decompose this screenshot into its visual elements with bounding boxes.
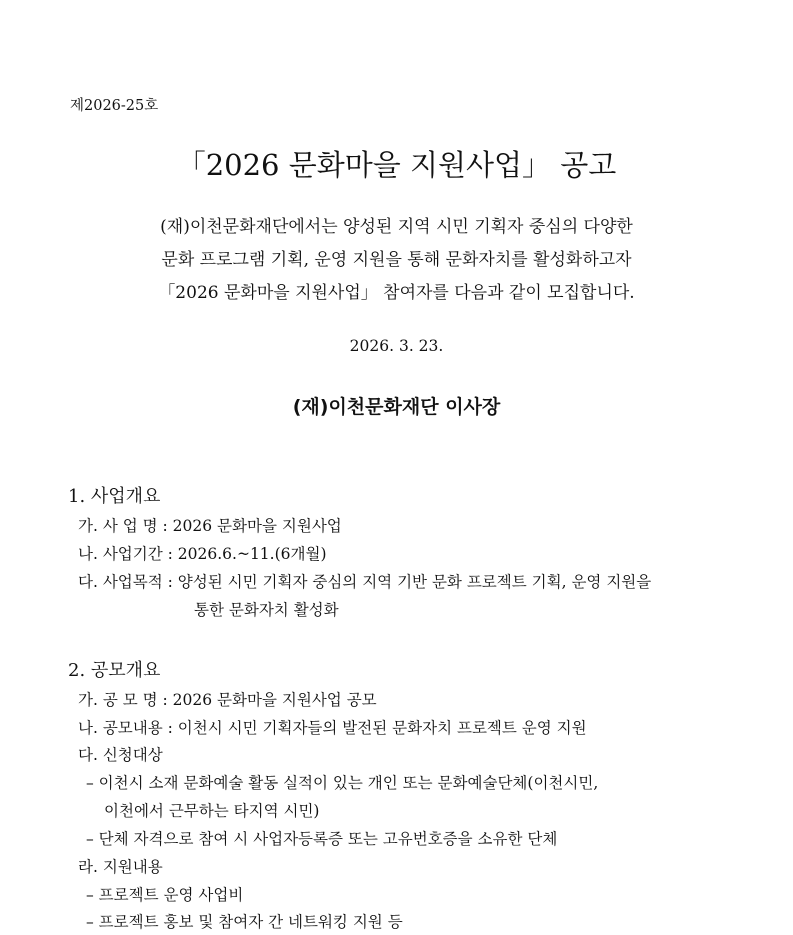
section-2-item: 나. 공모내용 : 이천시 시민 기획자들의 발전된 문화자치 프로젝트 운영 지원 — [78, 719, 587, 737]
eligibility-bullet: – 이천시 소재 문화예술 활동 실적이 있는 개인 또는 문화예술단체(이천시민, — [86, 774, 599, 792]
eligibility-bullet-continuation: 이천에서 근무하는 타지역 시민) — [104, 802, 320, 820]
intro-line: 문화 프로그램 기획, 운영 지원을 통해 문화자치를 활성화하고자 — [161, 250, 632, 270]
section-2-item: 가. 공 모 명 : 2026 문화마을 지원사업 공모 — [78, 691, 377, 709]
intro-paragraph — [0, 211, 793, 310]
doc-number: 제2026-25호 — [70, 98, 159, 114]
intro-line: 「2026 문화마을 지원사업」 참여자를 다음과 같이 모집합니다. — [158, 283, 635, 303]
section-1-item-continuation: 통한 문화자치 활성화 — [194, 601, 339, 619]
announcement-date: 2026. 3. 23. — [349, 337, 444, 355]
section-1-item: 나. 사업기간 : 2026.6.~11.(6개월) — [78, 545, 327, 563]
section-2-title: 2. 공모개요 — [68, 660, 161, 681]
eligibility-bullet: – 단체 자격으로 참여 시 사업자등록증 또는 고유번호증을 소유한 단체 — [86, 830, 558, 848]
section-2-item: 라. 지원내용 — [78, 858, 163, 876]
issuer-name: (재)이천문화재단 이사장 — [292, 396, 501, 418]
section-1-item: 가. 사 업 명 : 2026 문화마을 지원사업 — [78, 517, 342, 535]
support-bullet: – 프로젝트 홍보 및 참여자 간 네트워킹 지원 등 — [86, 913, 403, 931]
section-2-item: 다. 신청대상 — [78, 746, 163, 764]
support-bullet: – 프로젝트 운영 사업비 — [86, 886, 244, 904]
intro-line: (재)이천문화재단에서는 양성된 지역 시민 기획자 중심의 다양한 — [160, 217, 633, 237]
section-1-item: 다. 사업목적 : 양성된 시민 기획자 중심의 지역 기반 문화 프로젝트 기획, 운영 지원을 — [78, 573, 652, 591]
section-1-title: 1. 사업개요 — [68, 486, 161, 507]
page-title: 「2026 문화마을 지원사업」 공고 — [176, 148, 617, 182]
